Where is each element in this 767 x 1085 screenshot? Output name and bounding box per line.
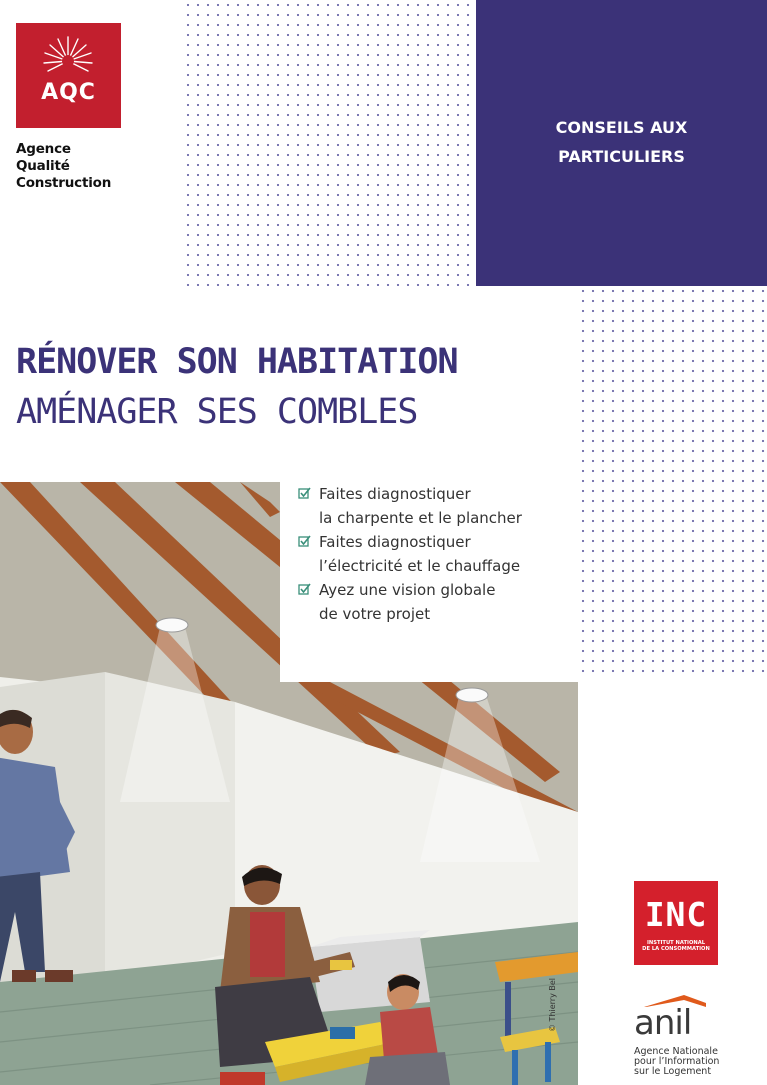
- inc-subtitle: [634, 940, 718, 952]
- banner-line: PARTICULIERS: [558, 147, 685, 166]
- checklist-line: de votre projet: [319, 605, 431, 623]
- inc-subtitle-line: DE LA CONSOMMATION: [642, 946, 710, 952]
- checklist-item: [298, 578, 578, 626]
- anil-subtitle-line: Agence Nationale: [634, 1046, 718, 1057]
- dot-pattern-top: [183, 0, 476, 286]
- checklist-item: [298, 530, 578, 578]
- checklist-line: l’électricité et le chauffage: [319, 557, 521, 575]
- aqc-letters: AQC: [41, 80, 96, 105]
- inc-letters: INC: [644, 895, 708, 934]
- aqc-logo: [16, 23, 121, 128]
- anil-subtitle: [634, 1047, 719, 1077]
- inc-subtitle-line: INSTITUT NATIONAL: [646, 940, 706, 946]
- title-line-1: RÉNOVER SON HABITATION: [16, 342, 458, 382]
- anil-word: anil: [634, 1003, 692, 1043]
- checklist: [298, 482, 578, 626]
- checklist-line: la charpente et le plancher: [319, 509, 522, 527]
- checklist-line: Ayez une vision globale: [319, 581, 496, 599]
- title-line-2: AMÉNAGER SES COMBLES: [16, 392, 418, 432]
- aqc-name-line: Agence: [16, 141, 71, 157]
- dot-pattern-right: [578, 286, 767, 676]
- anil-subtitle-line: pour l’Information: [634, 1056, 720, 1067]
- aqc-name-line: Construction: [16, 175, 112, 191]
- check-icon: [298, 535, 311, 547]
- banner-line: CONSEILS AUX: [555, 118, 688, 137]
- check-icon: [298, 487, 311, 499]
- aqc-sunburst-icon: [16, 23, 121, 128]
- check-icon: [298, 583, 311, 595]
- anil-subtitle-line: sur le Logement: [634, 1066, 712, 1077]
- photo-credit: © Thierry Bel: [548, 978, 557, 1032]
- aqc-name: [16, 141, 111, 192]
- checklist-item: [298, 482, 578, 530]
- checklist-line: Faites diagnostiquer: [319, 533, 471, 551]
- aqc-name-line: Qualité: [16, 158, 70, 174]
- checklist-line: Faites diagnostiquer: [319, 485, 471, 503]
- banner-text: [476, 113, 767, 171]
